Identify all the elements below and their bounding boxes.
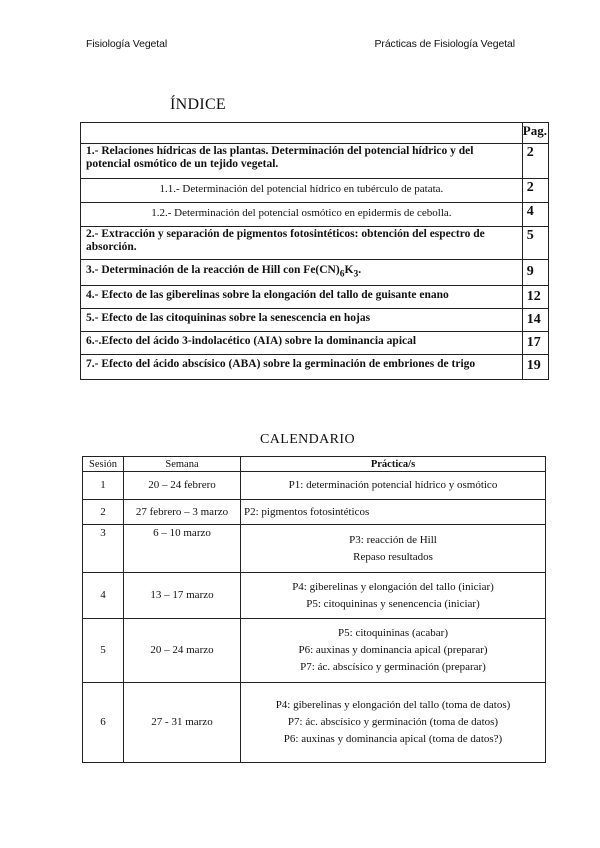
calendar-table [82, 456, 546, 763]
index-entry-title: 1.2.- Determinación del potencial osmótico en epidermis de cebolla. [81, 203, 523, 227]
index-entry-title [81, 260, 523, 286]
calendar-title: CALENDARIO [260, 432, 355, 447]
practice-line: P4: giberelinas y elongación del tallo (iniciar) [292, 580, 494, 593]
session-cell: 5 [83, 619, 124, 683]
index-entry-title: 6.-.Efecto del ácido 3-indolacético (AIA) sobre la dominancia apical [81, 332, 523, 355]
calendar-header-row [83, 457, 546, 472]
index-entry-page: 17 [522, 332, 548, 355]
index-entry [81, 309, 549, 332]
practice-cell [241, 525, 546, 573]
index-entry-page: 14 [522, 309, 548, 332]
formula-subscript: 6 [339, 268, 345, 280]
index-entry-page: 9 [522, 260, 548, 286]
index-entry-title: 5.- Efecto de las citoquininas sobre la senescencia en hojas [81, 309, 523, 332]
index-entry-title: 1.1.- Determinación del potencial hídrico en tubérculo de patata. [81, 179, 523, 203]
index-entry-title: 1.- Relaciones hídricas de las plantas. Determinación del potencial hídrico y del potencial osmótico de un tejido vegetal. [81, 144, 523, 179]
index-entry-title: 4.- Efecto de las giberelinas sobre la elongación del tallo de guisante enano [81, 286, 523, 309]
column-header-practices: Práctica/s [241, 457, 546, 472]
practice-line: P1: determinación potencial hídrico y osmótico [288, 479, 498, 491]
session-cell: 3 [83, 525, 124, 573]
week-cell: 27 febrero – 3 marzo [124, 500, 241, 525]
calendar-row [83, 573, 546, 619]
practice-line: P6: auxinas y dominancia apical (toma de datos?) [283, 733, 503, 745]
calendar-row [83, 500, 546, 525]
index-entry-page: 19 [522, 355, 548, 380]
index-entry-title: 2.- Extracción y separación de pigmentos fotosintéticos: obtención del espectro de absorción. [81, 227, 523, 260]
practice-cell [241, 472, 546, 500]
session-cell: 1 [83, 472, 124, 500]
formula-element: K [344, 264, 354, 276]
practice-line: P6: auxinas y dominancia apical (preparar) [298, 644, 488, 656]
session-cell: 6 [83, 683, 124, 763]
index-header-row [81, 123, 549, 144]
index-entry [81, 227, 549, 260]
calendar-row [83, 525, 546, 573]
week-cell: 6 – 10 marzo [124, 525, 241, 573]
session-cell: 4 [83, 573, 124, 619]
practice-cell [241, 573, 546, 619]
index-entry-page: 12 [522, 286, 548, 309]
index-entry-title: 7.- Efecto del ácido abscísico (ABA) sobre la germinación de embriones de trigo [81, 355, 523, 380]
session-cell: 2 [83, 500, 124, 525]
practice-line: Repaso resultados [353, 550, 433, 563]
practice-line: P3: reacción de Hill [349, 533, 437, 546]
index-entry [81, 203, 549, 227]
index-header-blank [81, 123, 523, 144]
practice-line: P5: citoquininas y senencencia (iniciar) [306, 597, 480, 610]
practice-line: P4: giberelinas y elongación del tallo (toma de datos) [275, 699, 511, 711]
running-header-right: Prácticas de Fisiología Vegetal [374, 38, 515, 50]
column-header-week: Semana [124, 457, 241, 472]
week-cell: 27 - 31 marzo [124, 683, 241, 763]
practice-line: P2: pigmentos fotosintéticos [244, 505, 370, 518]
running-header-left: Fisiología Vegetal [86, 38, 168, 50]
column-header-session: Sesión [83, 457, 124, 472]
index-entry-page: 2 [522, 179, 548, 203]
index-entry-title-text: 3.- Determinación de la reacción de Hill con Fe(CN) [86, 264, 340, 276]
index-entry-page: 4 [522, 203, 548, 227]
index-table [80, 122, 549, 380]
practice-line: P7: ác. abscísico y germinación (preparar) [300, 661, 486, 673]
index-entry-title-suffix: . [358, 264, 362, 276]
index-entry [81, 260, 549, 286]
formula-subscript: 3 [353, 268, 359, 280]
practice-cell [241, 500, 546, 525]
index-entry-page: 2 [522, 144, 548, 179]
week-cell: 20 – 24 marzo [124, 619, 241, 683]
practice-cell [241, 619, 546, 683]
index-page-header: Pag. [522, 123, 548, 144]
practice-cell [241, 683, 546, 763]
index-entry [81, 286, 549, 309]
practice-line: P5: citoquininas (acabar) [338, 627, 448, 639]
calendar-row [83, 683, 546, 763]
index-entry [81, 332, 549, 355]
index-entry [81, 179, 549, 203]
practice-line: P7: ác. abscísico y germinación (toma de datos) [287, 716, 499, 728]
index-title: ÍNDICE [170, 96, 227, 113]
week-cell: 20 – 24 febrero [124, 472, 241, 500]
calendar-row [83, 472, 546, 500]
index-entry [81, 144, 549, 179]
index-entry-page: 5 [522, 227, 548, 260]
calendar-row [83, 619, 546, 683]
index-entry [81, 355, 549, 380]
week-cell: 13 – 17 marzo [124, 573, 241, 619]
